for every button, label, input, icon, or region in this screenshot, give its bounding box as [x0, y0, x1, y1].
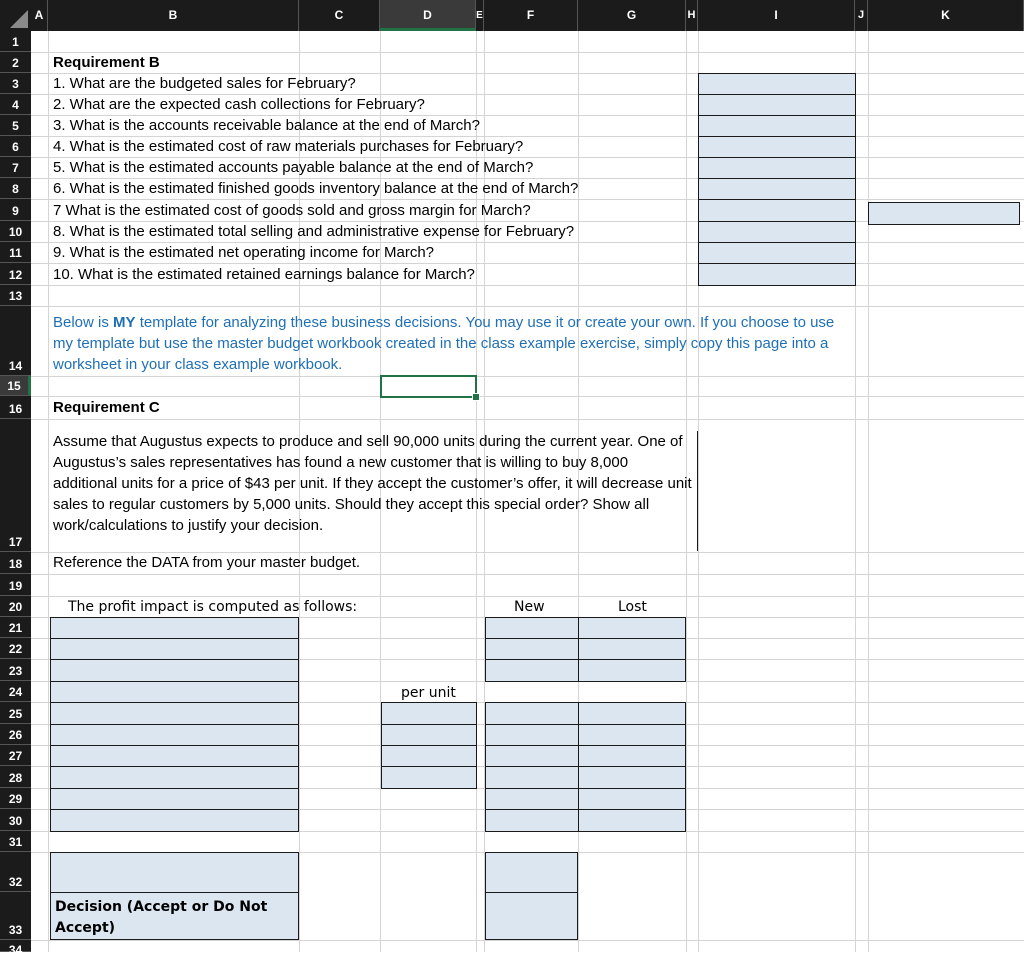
template-note — [53, 312, 843, 375]
row-number: 21 — [8, 621, 23, 635]
row-header[interactable] — [0, 638, 31, 659]
row-number: 30 — [8, 814, 23, 828]
row-header[interactable] — [0, 852, 31, 892]
gridline — [31, 376, 1024, 377]
column-header-h[interactable]: H — [686, 0, 698, 31]
new-value-cell[interactable] — [485, 788, 579, 810]
row-number: 5 — [12, 119, 19, 133]
requirement-b-heading: Requirement B — [53, 54, 160, 71]
row-header[interactable] — [0, 940, 31, 957]
question-8: 8. What is the estimated total selling and administrative expense for February? — [53, 223, 575, 240]
answer-cell-1[interactable] — [698, 73, 856, 95]
row-header[interactable] — [0, 199, 31, 221]
row-header[interactable] — [0, 31, 31, 52]
line-item-label-cell[interactable] — [50, 617, 299, 639]
row-header[interactable] — [0, 285, 31, 306]
row-header[interactable] — [0, 552, 31, 574]
question-7: 7 What is the estimated cost of goods sold and gross margin for March? — [53, 202, 531, 219]
lost-value-cell[interactable] — [578, 745, 686, 767]
answer-cell-7-margin[interactable] — [868, 202, 1020, 225]
row-number: 24 — [8, 685, 23, 699]
column-header-k[interactable]: K — [868, 0, 1024, 31]
select-all-icon — [10, 10, 28, 28]
new-value-cell[interactable] — [485, 809, 579, 832]
column-header-f[interactable]: F — [484, 0, 578, 31]
lost-value-cell[interactable] — [578, 724, 686, 746]
row-number: 4 — [12, 98, 19, 112]
row-number: 26 — [8, 728, 23, 742]
row-header[interactable] — [0, 892, 31, 940]
gridline — [48, 31, 49, 952]
answer-cell-4[interactable] — [698, 136, 856, 158]
per-unit-cell[interactable] — [381, 724, 477, 746]
row-number: 1 — [12, 35, 19, 49]
column-header-a[interactable]: A — [31, 0, 48, 31]
note-text: template for analyzing these business decisions. You may use it or create your own. If you choose to use my template but use the master budget workbook created in the class example exercise, simply copy this page into a worksheet in your class example workbook. — [53, 314, 835, 373]
column-header-bar — [0, 0, 1024, 31]
row-number: 10 — [8, 225, 23, 239]
line-item-label-cell[interactable] — [50, 745, 299, 767]
row-number: 17 — [8, 535, 23, 549]
new-value-cell[interactable] — [485, 702, 579, 725]
per-unit-cell[interactable] — [381, 766, 477, 789]
row-header[interactable] — [0, 574, 31, 596]
row-header[interactable] — [0, 809, 31, 831]
row-number: 7 — [12, 161, 19, 175]
row-header[interactable] — [0, 596, 31, 617]
row-header[interactable] — [0, 617, 31, 638]
row-number: 18 — [8, 557, 23, 571]
new-value-cell[interactable] — [485, 766, 579, 789]
row-number: 15 — [7, 379, 21, 393]
lost-value-cell[interactable] — [578, 638, 686, 660]
gridline — [31, 199, 1024, 200]
row-number: 16 — [8, 402, 23, 416]
total-label-cell[interactable] — [50, 852, 299, 893]
row-header[interactable] — [0, 94, 31, 115]
new-column-label: New — [514, 599, 545, 615]
lost-value-cell[interactable] — [578, 617, 686, 639]
row-number: 13 — [8, 289, 23, 303]
row-number: 6 — [12, 140, 19, 154]
row-number: 14 — [8, 359, 23, 373]
gridline — [31, 419, 1024, 420]
row-number: 2 — [12, 56, 19, 70]
profit-impact-label: The profit impact is computed as follows: — [68, 599, 358, 615]
row-header[interactable] — [0, 115, 31, 136]
row-number: 9 — [12, 204, 19, 218]
answer-cell-10[interactable] — [698, 263, 856, 286]
gridline — [31, 263, 1024, 264]
row-header[interactable] — [0, 831, 31, 852]
row-number: 31 — [8, 835, 23, 849]
row-header[interactable] — [0, 178, 31, 199]
lost-value-cell[interactable] — [578, 702, 686, 725]
gridline — [31, 52, 1024, 53]
answer-cell-9[interactable] — [698, 242, 856, 264]
question-9: 9. What is the estimated net operating income for March? — [53, 244, 435, 261]
lost-value-cell[interactable] — [578, 788, 686, 810]
row-header[interactable] — [0, 263, 31, 285]
new-value-cell[interactable] — [485, 745, 579, 767]
column-header-b[interactable]: B — [48, 0, 299, 31]
row-header[interactable] — [0, 157, 31, 178]
answer-cell-8[interactable] — [698, 221, 856, 243]
line-item-label-cell[interactable] — [50, 659, 299, 682]
column-header-g[interactable]: G — [578, 0, 686, 31]
total-value-cell[interactable] — [485, 852, 578, 893]
row-number: 12 — [8, 268, 23, 282]
select-all-button[interactable] — [0, 0, 31, 31]
line-item-label-cell[interactable] — [50, 681, 299, 703]
new-value-cell[interactable] — [485, 659, 579, 682]
row-number: 32 — [8, 875, 23, 889]
row-number: 11 — [9, 246, 22, 260]
row-number: 22 — [8, 642, 23, 656]
lost-value-cell[interactable] — [578, 766, 686, 789]
column-header-j[interactable]: J — [855, 0, 868, 31]
question-1: 1. What are the budgeted sales for February? — [53, 75, 356, 92]
requirement-c-heading: Requirement C — [53, 399, 160, 416]
answer-cell-3[interactable] — [698, 115, 856, 137]
row-header[interactable] — [0, 221, 31, 242]
row-number: 25 — [8, 707, 23, 721]
reference-note: Reference the DATA from your master budget. — [53, 554, 361, 571]
row-number: 27 — [8, 749, 23, 763]
column-header-e[interactable]: E — [476, 0, 484, 31]
row-header[interactable] — [0, 702, 31, 724]
per-unit-label: per unit — [401, 685, 456, 701]
answer-cell-2[interactable] — [698, 94, 856, 116]
line-item-label-cell[interactable] — [50, 724, 299, 746]
question-3: 3. What is the accounts receivable balance at the end of March? — [53, 117, 480, 134]
gridline — [31, 574, 1024, 575]
row-number: 29 — [8, 792, 23, 806]
selected-cell[interactable] — [380, 375, 477, 398]
row-number: 33 — [8, 923, 23, 937]
requirement-c-text: Assume that Augustus expects to produce and sell 90,000 units during the current year. One of Augustus’s sales representatives has found a new customer that is willing to buy 8,000 additional units for a price of $43 per unit. If they accept the customer’s offer, it will decrease unit sales to regular customers by 5,000 units. Should they accept this special order? Show all work/calculations to justify your decision. — [53, 431, 698, 551]
new-value-cell[interactable] — [485, 617, 579, 639]
per-unit-cell[interactable] — [381, 745, 477, 767]
row-number: 20 — [8, 600, 23, 614]
note-emphasis: MY — [113, 314, 136, 331]
column-header-c[interactable]: C — [299, 0, 380, 31]
answer-cell-7[interactable] — [698, 199, 856, 222]
column-header-d[interactable]: D — [380, 0, 476, 31]
row-number: 23 — [8, 664, 23, 678]
line-item-label-cell[interactable] — [50, 766, 299, 789]
line-item-label-cell[interactable] — [50, 702, 299, 725]
fill-handle[interactable] — [472, 393, 480, 401]
lost-value-cell[interactable] — [578, 659, 686, 682]
row-header[interactable] — [0, 136, 31, 157]
line-item-label-cell[interactable] — [50, 638, 299, 660]
lost-value-cell[interactable] — [578, 809, 686, 832]
row-header-selected[interactable] — [0, 376, 31, 396]
decision-value-cell[interactable] — [485, 892, 578, 940]
row-header[interactable] — [0, 419, 31, 552]
row-header[interactable] — [0, 73, 31, 94]
gridline — [31, 940, 1024, 941]
row-number: 8 — [12, 182, 19, 196]
answer-cell-5[interactable] — [698, 157, 856, 179]
row-header[interactable] — [0, 766, 31, 788]
question-5: 5. What is the estimated accounts payable balance at the end of March? — [53, 159, 534, 176]
gridline — [31, 285, 1024, 286]
row-header[interactable] — [0, 724, 31, 745]
answer-cell-6[interactable] — [698, 178, 856, 200]
row-header[interactable] — [0, 396, 31, 419]
row-header[interactable] — [0, 745, 31, 766]
row-header[interactable] — [0, 659, 31, 681]
gridline — [31, 306, 1024, 307]
row-header[interactable] — [0, 242, 31, 263]
new-value-cell[interactable] — [485, 724, 579, 746]
note-text: Below is — [53, 314, 114, 331]
question-2: 2. What are the expected cash collections for February? — [53, 96, 425, 113]
row-header[interactable] — [0, 306, 31, 376]
row-header[interactable] — [0, 681, 31, 702]
question-10: 10. What is the estimated retained earnings balance for March? — [53, 266, 475, 283]
row-number: 19 — [8, 579, 23, 593]
question-6: 6. What is the estimated finished goods inventory balance at the end of March? — [53, 180, 579, 197]
row-number: 28 — [8, 771, 23, 785]
row-number: 3 — [12, 77, 19, 91]
line-item-label-cell[interactable] — [50, 809, 299, 832]
per-unit-cell[interactable] — [381, 702, 477, 725]
column-header-i[interactable]: I — [698, 0, 855, 31]
row-header[interactable] — [0, 52, 31, 73]
gridline — [868, 31, 869, 952]
row-number: 34 — [8, 943, 23, 957]
lost-column-label: Lost — [618, 599, 647, 615]
question-4: 4. What is the estimated cost of raw materials purchases for February? — [53, 138, 524, 155]
gridline — [31, 396, 1024, 397]
decision-label: Decision (Accept or Do Not Accept) — [55, 899, 268, 936]
line-item-label-cell[interactable] — [50, 788, 299, 810]
new-value-cell[interactable] — [485, 638, 579, 660]
row-header[interactable] — [0, 788, 31, 809]
decision-cell[interactable] — [50, 892, 299, 940]
